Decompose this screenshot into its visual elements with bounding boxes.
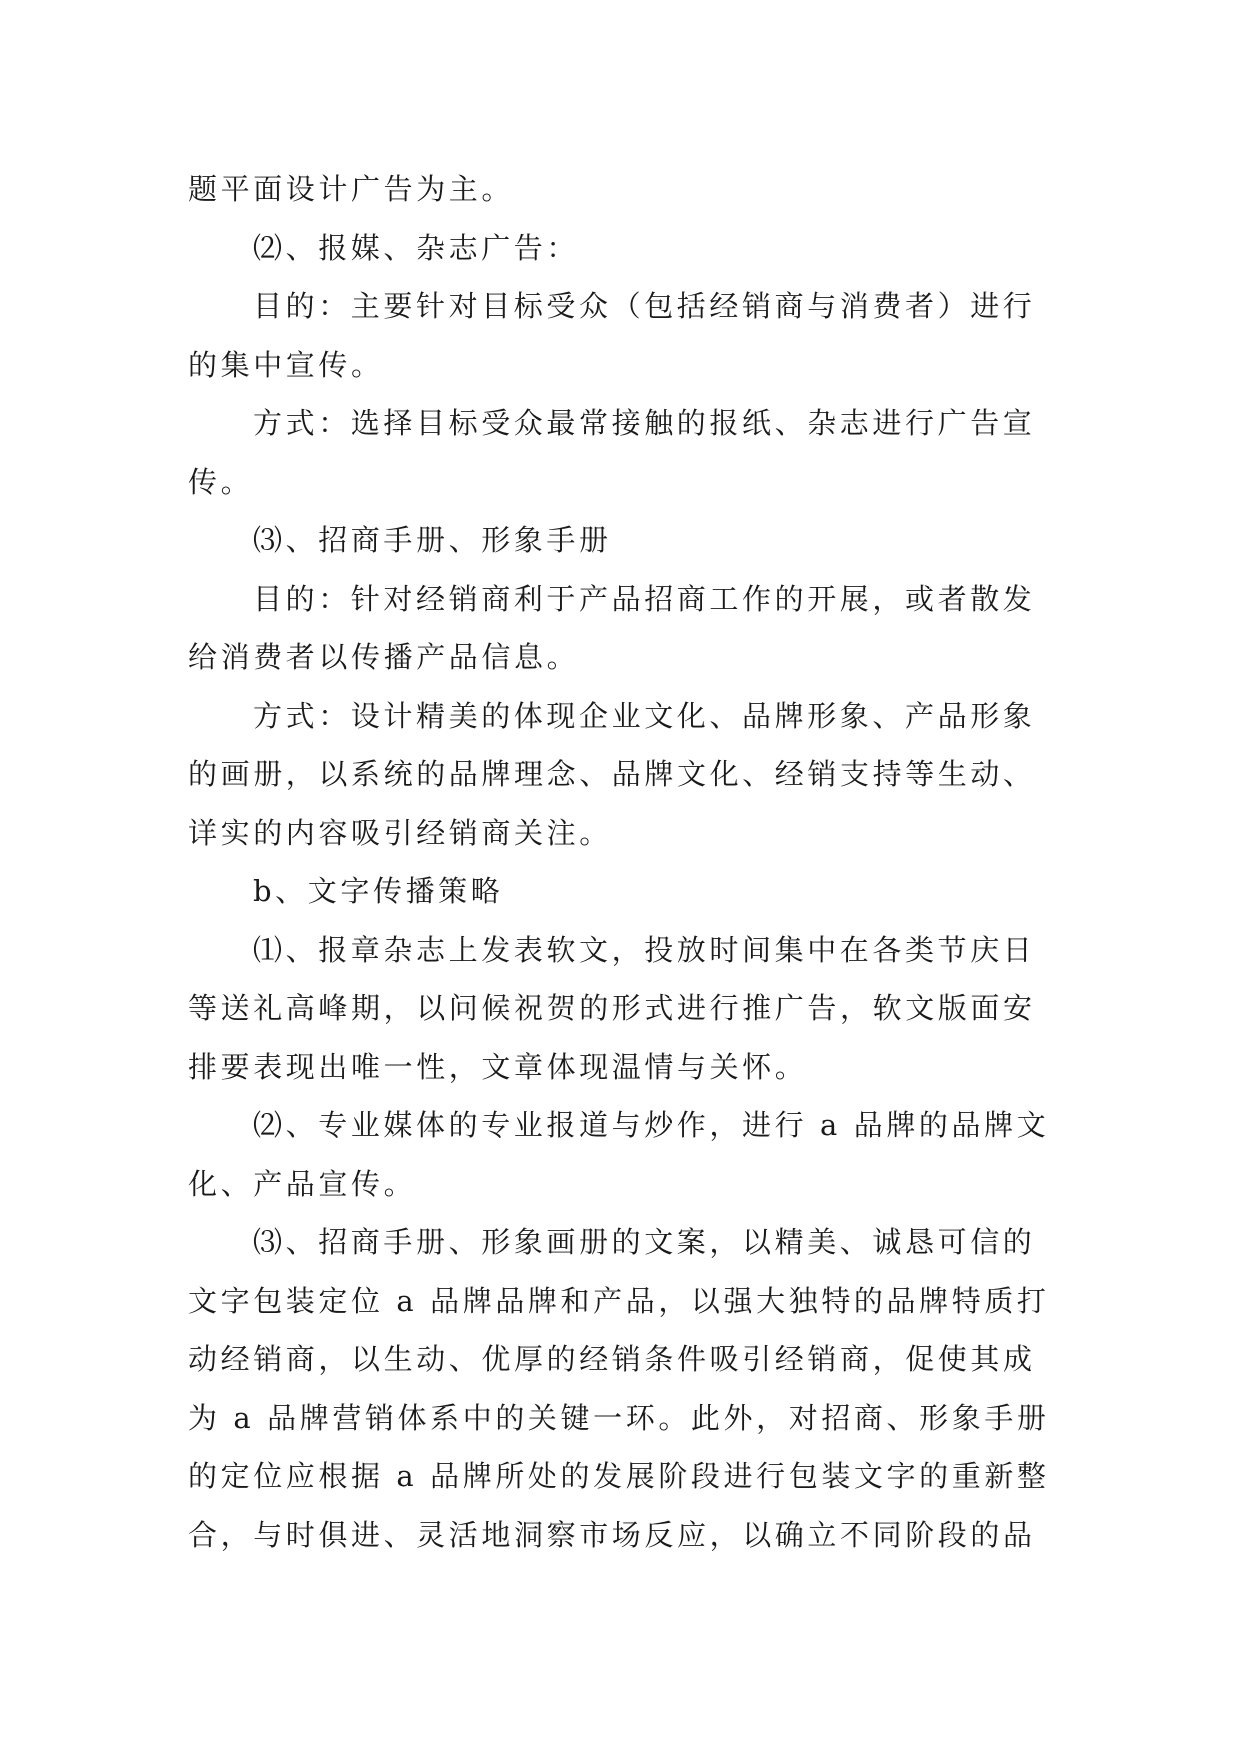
text-line: 的画册，以系统的品牌理念、品牌文化、经销支持等生动、	[188, 757, 1036, 791]
text-line: ⑵、专业媒体的专业报道与炒作，进行 a 品牌的品牌文	[253, 1108, 1050, 1142]
document-body	[188, 160, 1068, 1564]
text-line: 传。	[188, 464, 254, 499]
text-line: 方式：选择目标受众最常接触的报纸、杂志进行广告宣	[253, 406, 1036, 440]
text-line: 文字包装定位 a 品牌品牌和产品，以强大独特的品牌特质打	[188, 1283, 1050, 1318]
text-line: ⑴、报章杂志上发表软文，投放时间集中在各类节庆日	[253, 932, 1036, 967]
text-line: 为 a 品牌营销体系中的关键一环。此外，对招商、形象手册	[188, 1400, 1050, 1435]
text-line: 化、产品宣传。	[188, 1166, 417, 1201]
text-line: b、文字传播策略	[253, 874, 504, 908]
text-line: 等送礼高峰期，以问候祝贺的形式进行推广告，软文版面安	[188, 991, 1036, 1025]
text-line: 给消费者以传播产品信息。	[188, 640, 580, 674]
text-line: ⑵、报媒、杂志广告：	[253, 230, 580, 265]
text-line: 目的：针对经销商利于产品招商工作的开展，或者散发	[253, 581, 1036, 616]
text-line: 的定位应根据 a 品牌所处的发展阶段进行包装文字的重新整	[188, 1459, 1050, 1493]
text-line: 详实的内容吸引经销商关注。	[188, 815, 612, 850]
text-line: 方式：设计精美的体现企业文化、品牌形象、产品形象	[253, 698, 1036, 733]
text-line: ⑶、招商手册、形象画册的文案，以精美、诚恳可信的	[253, 1225, 1036, 1259]
text-line: 排要表现出唯一性，文章体现温情与关怀。	[188, 1049, 808, 1084]
text-line: 的集中宣传。	[188, 347, 384, 382]
text-line: ⑶、招商手册、形象手册	[253, 523, 612, 557]
text-line: 动经销商，以生动、优厚的经销条件吸引经销商，促使其成	[188, 1342, 1036, 1376]
text-line: 目的：主要针对目标受众（包括经销商与消费者）进行	[253, 289, 1036, 323]
text-line: 合，与时俱进、灵活地洞察市场反应，以确立不同阶段的品	[188, 1517, 1036, 1552]
text-line: 题平面设计广告为主。	[188, 172, 515, 206]
